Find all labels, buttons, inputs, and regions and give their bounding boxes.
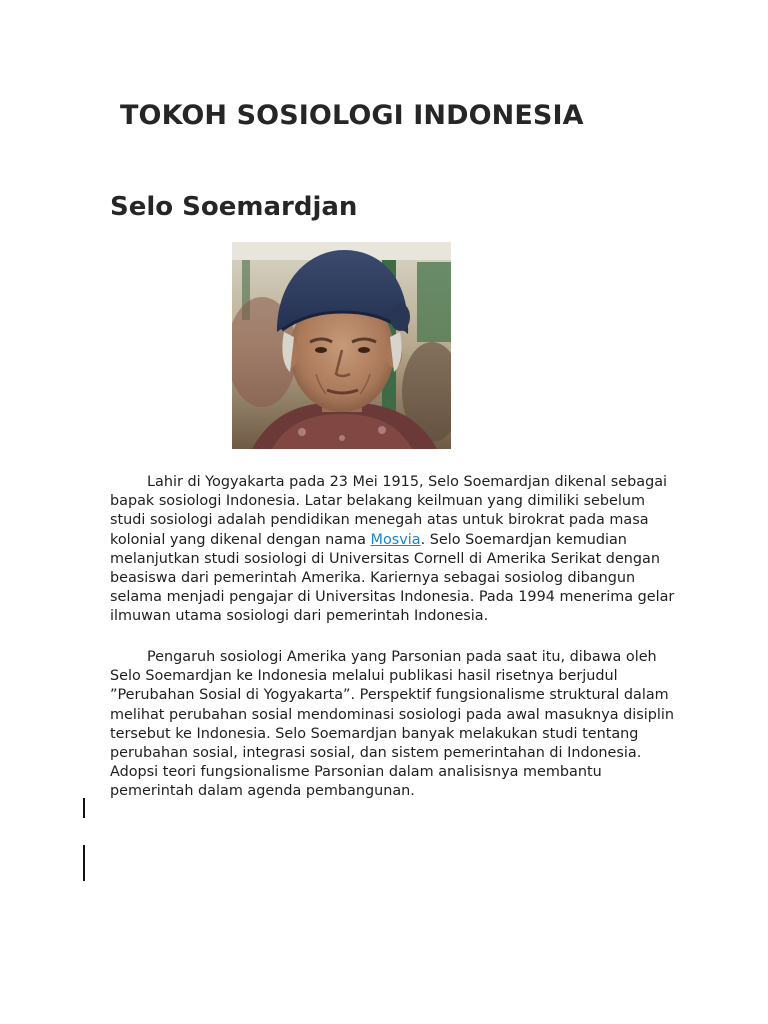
paragraph-1-text-start: Lahir di Yogyakarta pada 23 Mei 1915, Selo Soemardjan dikenal sebagai bapak sosiologi Indonesia. Latar belakang keilmuan yang dimiliki sebelum studi sosiologi adalah pendidikan menegah atas untuk birokrat pada masa kolonial yang dikenal dengan nama xyxy=(110,474,668,548)
biography-paragraph-1 xyxy=(110,473,680,627)
paragraph-1-text-end: . Selo Soemardjan kemudian melanjutkan studi sosiologi di Universitas Cornell di Amerika Serikat dengan beasiswa dari pemerintah Amerika. Kariernya sebagai sosiolog dibangun selama menjadi pengajar di Universitas Indonesia. Pada 1994 menerima gelar ilmuwan utama sosiologi dari pemerintah Indonesia. xyxy=(110,531,675,625)
text-cursor-mark xyxy=(83,845,85,881)
text-cursor-mark xyxy=(83,798,85,818)
document-title: TOKOH SOSIOLOGI INDONESIA xyxy=(120,100,584,131)
mosvia-link[interactable]: Mosvia xyxy=(370,531,421,548)
section-heading: Selo Soemardjan xyxy=(110,192,358,222)
paragraph-2-text: Pengaruh sosiologi Amerika yang Parsonian pada saat itu, dibawa oleh Selo Soemardjan ke Indonesia melalui publikasi hasil risetnya berjudul ”Perubahan Sosial di Yogyakarta”. Perspektif fungsionalisme struktural dalam melihat perubahan sosial mendominasi sosiologi pada awal masuknya disiplin tersebut ke Indonesia. Selo Soemardjan banyak melakukan studi tentang perubahan sosial, integrasi sosial, dan sistem pemerintahan di Indonesia. Adopsi teori fungsionalisme Parsonian dalam analisisnya membantu pemerintah dalam agenda pembangunan. xyxy=(110,649,675,800)
portrait-photo xyxy=(232,242,451,449)
biography-paragraph-2 xyxy=(110,648,680,802)
